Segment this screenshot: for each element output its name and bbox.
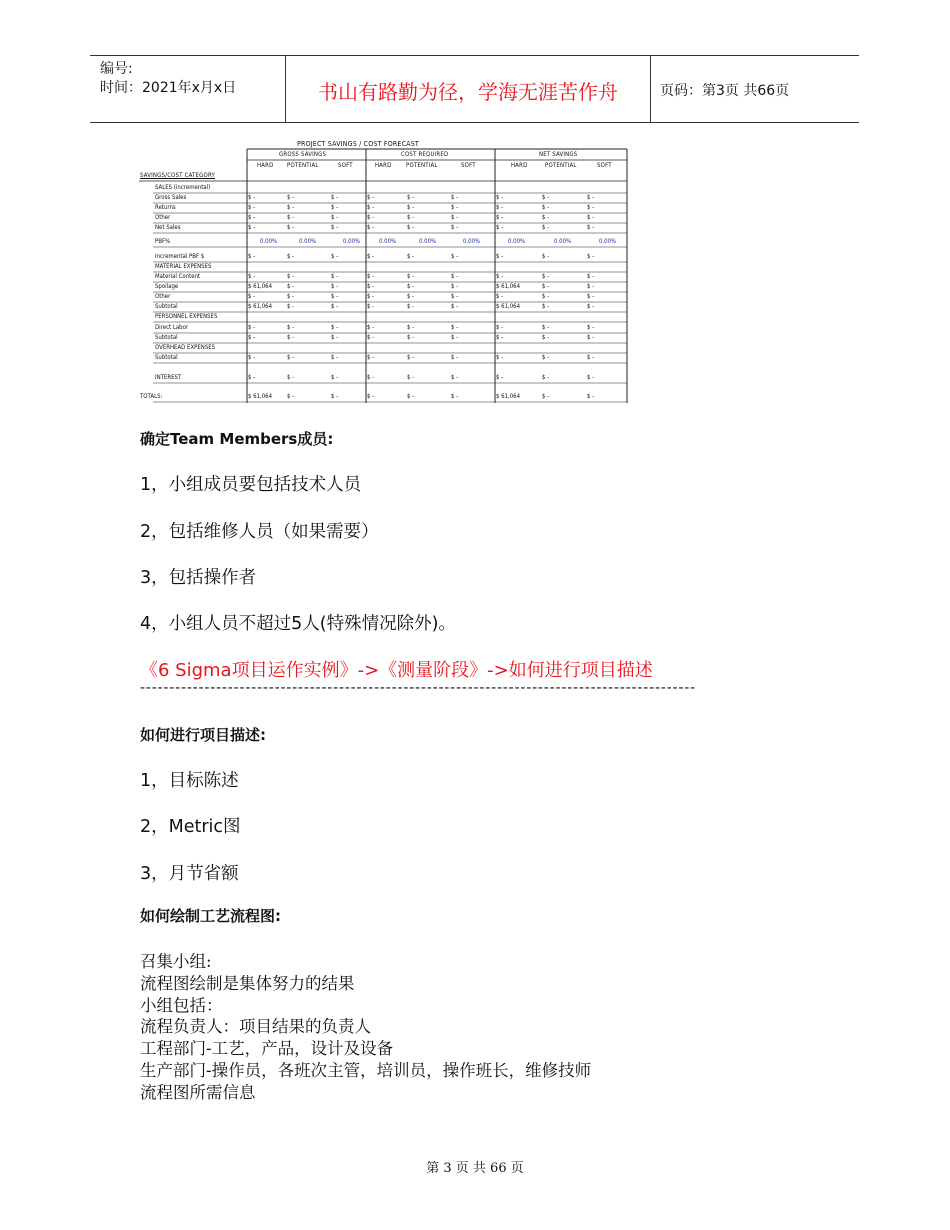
team-item-3: 3，包括操作者 (140, 568, 257, 588)
table-cell: $ 61,064 (248, 283, 273, 290)
table-cell: $ - (496, 204, 504, 211)
table-cell: $ - (542, 303, 550, 310)
table-cell: $ - (496, 324, 504, 331)
table-cell: $ - (542, 354, 550, 361)
table-cell: $ - (248, 334, 256, 341)
table-cell: $ - (287, 253, 295, 260)
table-cell: $ - (496, 253, 504, 260)
table-row-label: Returns (155, 204, 176, 211)
table-cell: $ - (367, 393, 375, 400)
table-cell: $ - (287, 273, 295, 280)
table-cell: $ - (587, 283, 595, 290)
table-cell: $ - (367, 214, 375, 221)
table-cell: $ - (248, 354, 256, 361)
table-row-label: INTEREST (155, 374, 182, 381)
table-cell: 0.00% (508, 238, 526, 245)
subheader-soft: SOFT (597, 162, 612, 169)
header-page-number: 页码：第3页 共66页 (660, 83, 790, 99)
table-cell: $ 61,064 (248, 393, 273, 400)
flow-line-6: 生产部门-操作员，各班次主管，培训员，操作班长，维修技师 (140, 1061, 592, 1080)
table-cell: $ - (331, 204, 339, 211)
table-cell: $ - (248, 273, 256, 280)
team-members-heading: 确定Team Members成员: (140, 430, 334, 448)
subheader-hard: HARD (375, 162, 392, 169)
table-cell: 0.00% (419, 238, 437, 245)
table-cell: $ - (287, 324, 295, 331)
table-cell: $ - (331, 273, 339, 280)
table-cell: $ - (367, 283, 375, 290)
table-cell: $ - (407, 214, 415, 221)
table-cell: $ - (451, 303, 459, 310)
table-cell: $ - (367, 303, 375, 310)
table-cell: $ - (407, 283, 415, 290)
table-cell: $ - (407, 324, 415, 331)
table-row-label: PBF% (155, 238, 171, 245)
table-cell: $ - (287, 374, 295, 381)
table-cell: $ - (451, 354, 459, 361)
table-cell: $ - (587, 393, 595, 400)
table-cell: $ - (407, 253, 415, 260)
team-item-4: 4，小组人员不超过5人(特殊情况除外)。 (140, 614, 456, 634)
table-cell: $ - (542, 293, 550, 300)
table-cell: $ - (407, 273, 415, 280)
table-row-label: Other (155, 293, 171, 300)
table-cell: $ - (496, 293, 504, 300)
table-cell: 0.00% (299, 238, 317, 245)
table-row-label: Subtotal (155, 303, 178, 310)
table-cell: $ - (451, 214, 459, 221)
flow-line-1: 召集小组: (140, 952, 212, 971)
table-cell: $ - (587, 303, 595, 310)
table-cell: $ - (496, 224, 504, 231)
table-cell: $ - (587, 214, 595, 221)
table-cell: $ - (451, 334, 459, 341)
table-cell: $ - (407, 393, 415, 400)
table-cell: $ - (587, 253, 595, 260)
table-cell: $ - (287, 334, 295, 341)
table-cell: 0.00% (554, 238, 572, 245)
table-cell: $ - (587, 293, 595, 300)
table-cell: $ - (331, 214, 339, 221)
table-cell: $ - (451, 204, 459, 211)
table-cell: $ - (331, 194, 339, 201)
document-number-label: 编号: (100, 61, 133, 77)
table-row-label: Material Content (155, 273, 201, 280)
table-cell: $ - (451, 253, 459, 260)
flow-line-7: 流程图所需信息 (140, 1083, 256, 1102)
category-header: SAVINGS/COST CATEGORY (140, 172, 216, 179)
header-meta (90, 56, 285, 122)
header-motto-cell (285, 56, 651, 122)
table-section-label: PERSONNEL EXPENSES (155, 313, 218, 320)
subheader-potential: POTENTIAL (406, 162, 438, 169)
describe-item-1: 1，目标陈述 (140, 771, 239, 791)
table-cell: $ - (367, 253, 375, 260)
table-cell: $ - (496, 273, 504, 280)
table-cell: $ - (248, 224, 256, 231)
table-cell: $ - (331, 224, 339, 231)
table-cell: $ - (367, 374, 375, 381)
table-cell: $ - (367, 204, 375, 211)
table-cell: $ - (587, 194, 595, 201)
table-row-label: Subtotal (155, 334, 178, 341)
table-cell: $ - (496, 374, 504, 381)
subheader-potential: POTENTIAL (545, 162, 577, 169)
table-cell: $ - (248, 253, 256, 260)
table-cell: $ - (331, 374, 339, 381)
table-row-label: Net Sales (155, 224, 181, 231)
table-cell: $ - (367, 324, 375, 331)
table-cell: $ - (248, 204, 256, 211)
group-header-net: NET SAVINGS (539, 151, 578, 158)
table-cell: $ - (451, 283, 459, 290)
team-item-2: 2，包括维修人员（如果需要） (140, 522, 379, 542)
table-cell: 0.00% (379, 238, 397, 245)
separator-line: ----------------------------------------------------------------------------------------------- (140, 680, 696, 696)
table-cell: $ - (542, 334, 550, 341)
describe-item-3: 3，月节省额 (140, 864, 239, 884)
table-cell: $ - (407, 303, 415, 310)
project-description-heading: 如何进行项目描述: (140, 726, 266, 744)
table-cell: $ - (451, 293, 459, 300)
describe-item-2: 2，Metric图 (140, 817, 241, 837)
flow-line-2: 流程图绘制是集体努力的结果 (140, 974, 355, 993)
table-cell: $ - (287, 283, 295, 290)
table-cell: $ - (407, 374, 415, 381)
table-cell: $ - (407, 334, 415, 341)
table-cell: $ - (542, 194, 550, 201)
table-cell: 0.00% (260, 238, 278, 245)
table-cell: $ - (367, 273, 375, 280)
table-cell: $ - (587, 354, 595, 361)
table-cell: $ - (248, 374, 256, 381)
table-cell: $ - (287, 224, 295, 231)
table-cell: $ - (587, 324, 595, 331)
table-section-label: MATERIAL EXPENSES (155, 263, 212, 270)
table-cell: $ - (542, 214, 550, 221)
table-cell: $ - (287, 293, 295, 300)
page-footer: 第 3 页 共 66 页 (426, 1161, 524, 1176)
forecast-table-title: PROJECT SAVINGS / COST FORECAST (297, 140, 419, 148)
subheader-potential: POTENTIAL (287, 162, 319, 169)
table-cell: $ 61,064 (496, 283, 521, 290)
table-cell: $ - (248, 324, 256, 331)
table-cell: $ - (407, 204, 415, 211)
table-cell: $ - (331, 334, 339, 341)
table-row-label: Spoilage (155, 283, 179, 290)
table-cell: $ - (451, 273, 459, 280)
group-header-cost: COST REQUIRED (401, 151, 449, 158)
subheader-soft: SOFT (338, 162, 353, 169)
table-cell: $ - (331, 283, 339, 290)
table-cell: $ - (542, 253, 550, 260)
table-cell: $ - (248, 293, 256, 300)
flow-line-4: 流程负责人：项目结果的负责人 (140, 1017, 371, 1036)
table-section-label: SALES (incremental) (155, 184, 211, 191)
table-cell: $ - (542, 204, 550, 211)
table-cell: $ - (407, 194, 415, 201)
table-cell: $ - (451, 224, 459, 231)
table-cell: $ - (331, 324, 339, 331)
table-cell: $ - (287, 204, 295, 211)
table-cell: $ - (542, 273, 550, 280)
table-section-label: OVERHEAD EXPENSES (155, 344, 216, 351)
table-cell: $ - (407, 293, 415, 300)
table-row-label: Subtotal (155, 354, 178, 361)
table-cell: $ - (542, 224, 550, 231)
process-flow-heading: 如何绘制工艺流程图: (140, 907, 281, 925)
table-cell: $ - (331, 354, 339, 361)
subheader-hard: HARD (257, 162, 274, 169)
subheader-soft: SOFT (461, 162, 476, 169)
table-cell: $ - (407, 354, 415, 361)
table-cell: $ - (331, 293, 339, 300)
group-header-gross: GROSS SAVINGS (279, 151, 327, 158)
table-cell: $ - (407, 224, 415, 231)
table-cell: $ - (287, 194, 295, 201)
page-header (90, 55, 859, 123)
table-row-label: Gross Sales (155, 194, 187, 201)
savings-cost-forecast-table (139, 138, 629, 406)
breadcrumb-link[interactable]: 《6 Sigma项目运作实例》->《测量阶段》->如何进行项目描述 (140, 660, 653, 681)
table-cell: $ - (587, 374, 595, 381)
table-cell: $ 61,064 (248, 303, 273, 310)
header-page-cell (650, 56, 859, 122)
table-cell: $ - (542, 283, 550, 290)
header-motto: 书山有路勤为径，学海无涯苦作舟 (318, 80, 618, 104)
flow-line-5: 工程部门-工艺，产品，设计及设备 (140, 1039, 394, 1058)
table-cell: $ - (587, 204, 595, 211)
table-row-label: Incremental PBF $ (155, 253, 205, 260)
table-cell: $ - (451, 374, 459, 381)
table-row-label: Other (155, 214, 171, 221)
table-cell: $ - (331, 303, 339, 310)
table-cell: $ - (367, 354, 375, 361)
table-row-label: Direct Labor (155, 324, 189, 331)
table-cell: $ - (587, 273, 595, 280)
table-cell: $ - (542, 393, 550, 400)
table-cell: $ - (367, 334, 375, 341)
table-cell: $ 61,064 (496, 303, 521, 310)
table-cell: $ - (451, 194, 459, 201)
table-row-label: TOTALS: (140, 393, 163, 400)
table-cell: $ - (331, 253, 339, 260)
table-cell: $ - (542, 374, 550, 381)
table-cell: $ - (331, 393, 339, 400)
table-cell: 0.00% (463, 238, 481, 245)
table-cell: $ - (248, 194, 256, 201)
table-cell: 0.00% (599, 238, 617, 245)
team-item-1: 1，小组成员要包括技术人员 (140, 475, 362, 495)
table-cell: $ - (496, 194, 504, 201)
table-cell: $ - (287, 354, 295, 361)
table-cell: $ - (451, 324, 459, 331)
table-cell: $ - (451, 393, 459, 400)
table-cell: $ - (367, 224, 375, 231)
table-cell: $ - (542, 324, 550, 331)
flow-line-3: 小组包括： (140, 996, 223, 1015)
table-cell: $ - (367, 293, 375, 300)
table-cell: $ - (287, 214, 295, 221)
table-cell: $ - (367, 194, 375, 201)
table-cell: $ - (496, 354, 504, 361)
table-cell: $ - (496, 214, 504, 221)
document-time-label: 时间：2021年x月x日 (100, 80, 237, 96)
table-cell: $ - (248, 214, 256, 221)
table-cell: $ - (287, 303, 295, 310)
table-cell: $ - (587, 224, 595, 231)
subheader-hard: HARD (511, 162, 528, 169)
table-cell: $ - (287, 393, 295, 400)
table-cell: $ - (587, 334, 595, 341)
table-cell: 0.00% (343, 238, 361, 245)
table-cell: $ 61,064 (496, 393, 521, 400)
table-cell: $ - (496, 334, 504, 341)
